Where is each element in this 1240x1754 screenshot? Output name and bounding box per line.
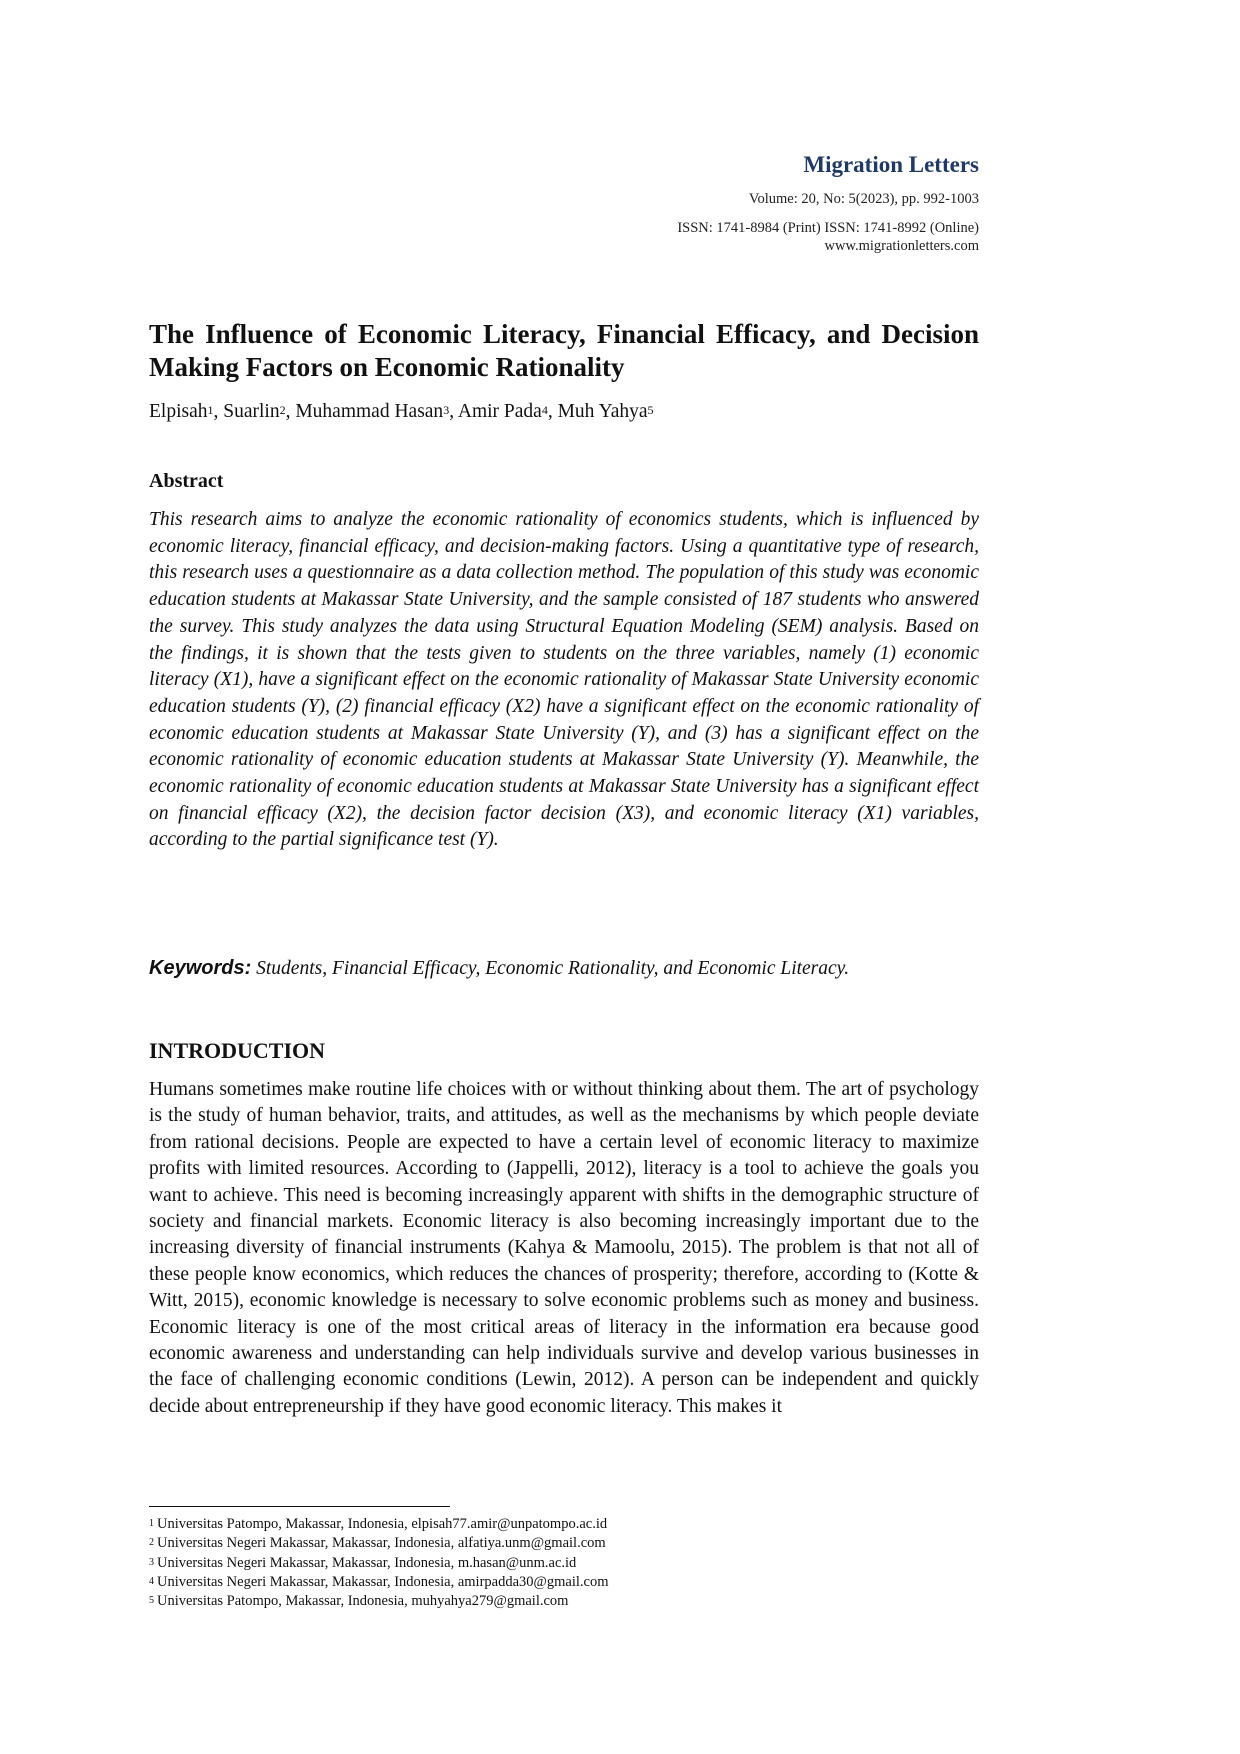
journal-issn: ISSN: 1741-8984 (Print) ISSN: 1741-8992 (Online) [677, 220, 979, 236]
paper-title: The Influence of Economic Literacy, Financial Efficacy, and Decision Making Factors on Economic Rationality [149, 319, 979, 382]
journal-website[interactable]: www.migrationletters.com [824, 238, 979, 254]
footnote-item [149, 1515, 979, 1534]
footnote-mark: 5 [149, 1595, 154, 1607]
footnote-text: Universitas Negeri Makassar, Makassar, Indonesia, amirpadda30@gmail.com [157, 1573, 609, 1590]
footnote-item [149, 1573, 979, 1592]
journal-header [677, 148, 979, 255]
author-separator: , [285, 401, 296, 422]
footnote-text: Universitas Patompo, Makassar, Indonesia, elpisah77.amir@unpatompo.ac.id [157, 1516, 608, 1532]
footnote-text: Universitas Negeri Makassar, Makassar, Indonesia, alfatiya.unm@gmail.com [157, 1535, 606, 1552]
author-affiliation-mark[interactable]: 5 [647, 403, 654, 417]
footnote-mark: 4 [149, 1575, 154, 1587]
journal-name: Migration Letters [803, 152, 979, 177]
journal-volume: Volume: 20, No: 5(2023), pp. 992-1003 [748, 191, 979, 207]
keywords-line [149, 955, 979, 982]
author-name: Muhammad Hasan [295, 401, 444, 422]
paper-page [149, 0, 979, 1754]
abstract-heading: Abstract [149, 470, 224, 492]
author-affiliation-mark[interactable]: 4 [541, 403, 548, 417]
abstract-text: This research aims to analyze the economic rationality of economics students, which is influenced by economic literacy, financial efficacy, and decision-making factors. Using a quantitative type of research, this research uses a questionnaire as a data collection method. The population of this study was economic education students at Makassar State University, and the sample consisted of 187 students who answered the survey. This study analyzes the data using Structural Equation Modeling (SEM) analysis. Based on the findings, it is shown that the tests given to students on the three variables, namely (1) economic literacy (X1), have a significant effect on the economic rationality of Makassar State University economic education students (Y), (2) financial efficacy (X2) have a significant effect on the economic rationality of economic education students at Makassar State University (Y), and (3) has a significant effect on the economic rationality of economic education students at Makassar State University (Y). Meanwhile, the economic rationality of economic education students at Makassar State University has a significant effect on financial efficacy (X2), the decision factor decision (X3), and economic literacy (X1) variables, according to the partial significance test (Y). [149, 509, 979, 851]
keywords-text: Students, Financial Efficacy, Economic Rationality, and Economic Literacy. [256, 958, 850, 979]
footnote-mark: 2 [149, 1537, 154, 1549]
footnote-mark: 1 [149, 1518, 154, 1529]
author-affiliation-mark[interactable]: 1 [207, 403, 214, 417]
author-affiliation-mark[interactable]: 2 [279, 403, 286, 417]
footnote-item [149, 1592, 979, 1611]
author-affiliation-mark[interactable]: 3 [443, 403, 450, 417]
footnote-mark: 3 [149, 1556, 154, 1568]
introduction-heading: INTRODUCTION [149, 1038, 326, 1063]
author-name: Muh Yahya [557, 401, 648, 422]
footnote-divider [149, 1506, 450, 1507]
author-separator: , [547, 401, 558, 422]
author-name: Suarlin [223, 401, 280, 422]
footnote-text: Universitas Negeri Makassar, Makassar, Indonesia, m.hasan@unm.ac.id [157, 1554, 577, 1571]
author-separator: , [213, 401, 224, 422]
author-name: Amir Pada [457, 401, 542, 422]
author-name: Elpisah [149, 401, 208, 422]
author-separator: , [449, 401, 458, 422]
footnote-list [149, 1515, 979, 1611]
author-list [149, 399, 654, 425]
footnote-text: Universitas Patompo, Makassar, Indonesia, muhyahya279@gmail.com [157, 1593, 569, 1610]
footnote-item [149, 1534, 979, 1553]
keywords-label: Keywords: [149, 957, 252, 979]
introduction-text: Humans sometimes make routine life choices with or without thinking about them. The art of psychology is the study of human behavior, traits, and attitudes, as well as the mechanisms by which people deviate from rational decisions. People are expected to have a certain level of economic literacy to maximize profits with limited resources. According to (Jappelli, 2012), literacy is a tool to achieve the goals you want to achieve. This need is becoming increasingly apparent with shifts in the demographic structure of society and financial markets. Economic literacy is also becoming increasingly important due to the increasing diversity of financial instruments (Kahya & Mamoolu, 2015). The problem is that not all of these people know economics, which reduces the chances of prosperity; therefore, according to (Kotte & Witt, 2015), economic knowledge is necessary to solve economic problems such as money and business. Economic literacy is one of the most critical areas of literacy in the information era because good economic awareness and understanding can help individuals survive and develop various businesses in the face of challenging economic conditions (Lewin, 2012). A person can be independent and quickly decide about entrepreneurship if they have good economic literacy. This makes it [149, 1079, 979, 1417]
footnote-item [149, 1554, 979, 1573]
